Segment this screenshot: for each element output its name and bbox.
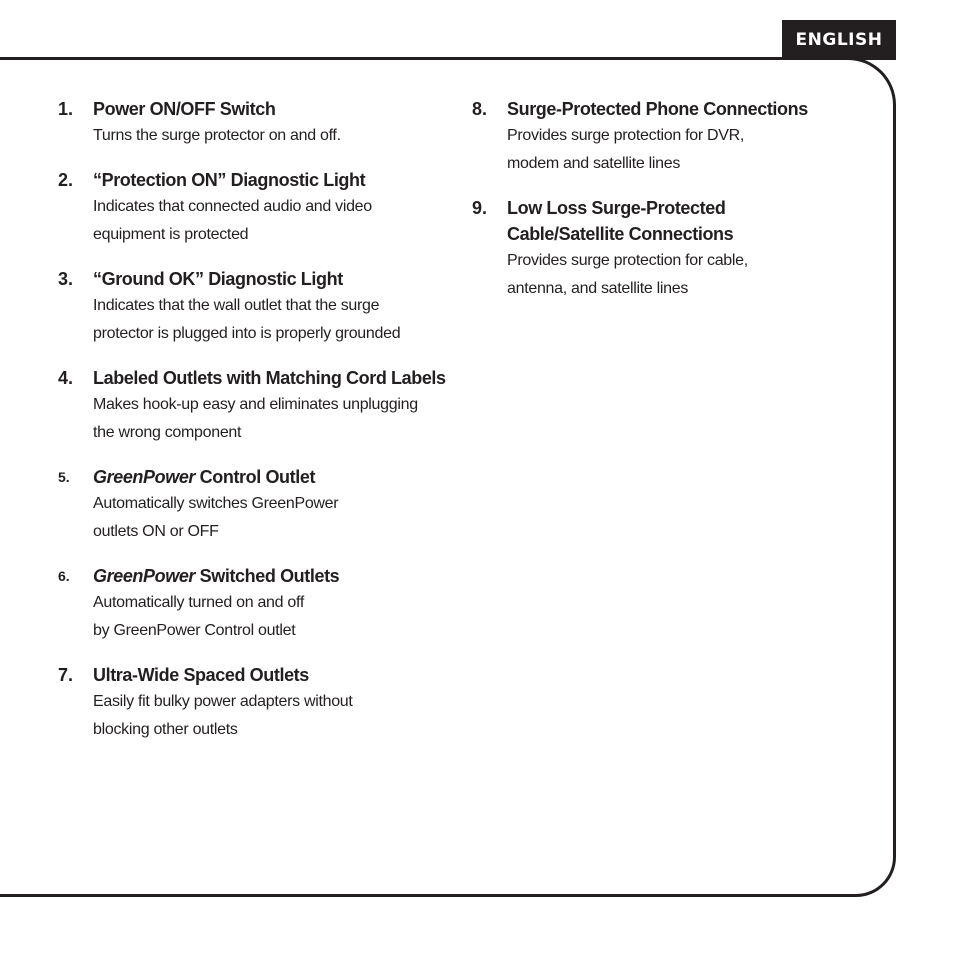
brand-name: GreenPower: [93, 566, 196, 586]
feature-title: Low Loss Surge-Protected Cable/Satellite Connections: [507, 198, 734, 244]
feature-description: Indicates that connected audio and video equipment is protected: [93, 198, 372, 243]
feature-description: Provides surge protection for DVR, modem and satellite lines: [507, 127, 745, 172]
feature-number: 3.: [58, 269, 74, 289]
feature-title: GreenPower Switched Outlets: [93, 566, 340, 586]
feature-item-7: [58, 662, 458, 744]
feature-title: Power ON/OFF Switch: [93, 99, 276, 119]
language-tab: ENGLISH: [782, 20, 896, 60]
feature-item-6: [58, 563, 458, 645]
feature-number: 7.: [58, 665, 74, 685]
feature-number: 4.: [58, 368, 74, 388]
feature-title: “Ground OK” Diagnostic Light: [93, 269, 343, 289]
feature-number: 8.: [472, 99, 488, 119]
feature-item-2: [58, 167, 458, 249]
feature-description: Easily fit bulky power adapters without blocking other outlets: [93, 693, 353, 738]
feature-description: Automatically turned on and off by GreenPower Control outlet: [93, 594, 304, 639]
feature-number: 2.: [58, 170, 74, 190]
feature-item-4: [58, 365, 458, 447]
feature-item-1: [58, 96, 458, 150]
feature-item-5: [58, 464, 458, 546]
feature-title: Surge-Protected Phone Connections: [507, 99, 808, 119]
feature-list-left: [58, 96, 458, 761]
feature-description: Indicates that the wall outlet that the surge protector is plugged into is properly grounded: [93, 297, 401, 342]
feature-number: 5.: [58, 469, 70, 485]
feature-title: GreenPower Control Outlet: [93, 467, 316, 487]
feature-title: Labeled Outlets with Matching Cord Labels: [93, 368, 446, 388]
feature-title: “Protection ON” Diagnostic Light: [93, 170, 366, 190]
feature-number: 6.: [58, 568, 70, 584]
feature-description: Automatically switches GreenPower outlets ON or OFF: [93, 495, 339, 540]
feature-item-3: [58, 266, 458, 348]
feature-title: Ultra-Wide Spaced Outlets: [93, 665, 309, 685]
feature-list-right: [472, 96, 872, 320]
feature-item-8: [472, 96, 872, 178]
feature-description: Makes hook-up easy and eliminates unplugging the wrong component: [93, 396, 418, 441]
brand-name: GreenPower: [93, 467, 196, 487]
feature-description: Provides surge protection for cable, antenna, and satellite lines: [507, 252, 748, 297]
feature-description: Turns the surge protector on and off.: [93, 127, 341, 144]
feature-item-9: [472, 195, 872, 303]
feature-number: 9.: [472, 198, 488, 218]
feature-number: 1.: [58, 99, 74, 119]
